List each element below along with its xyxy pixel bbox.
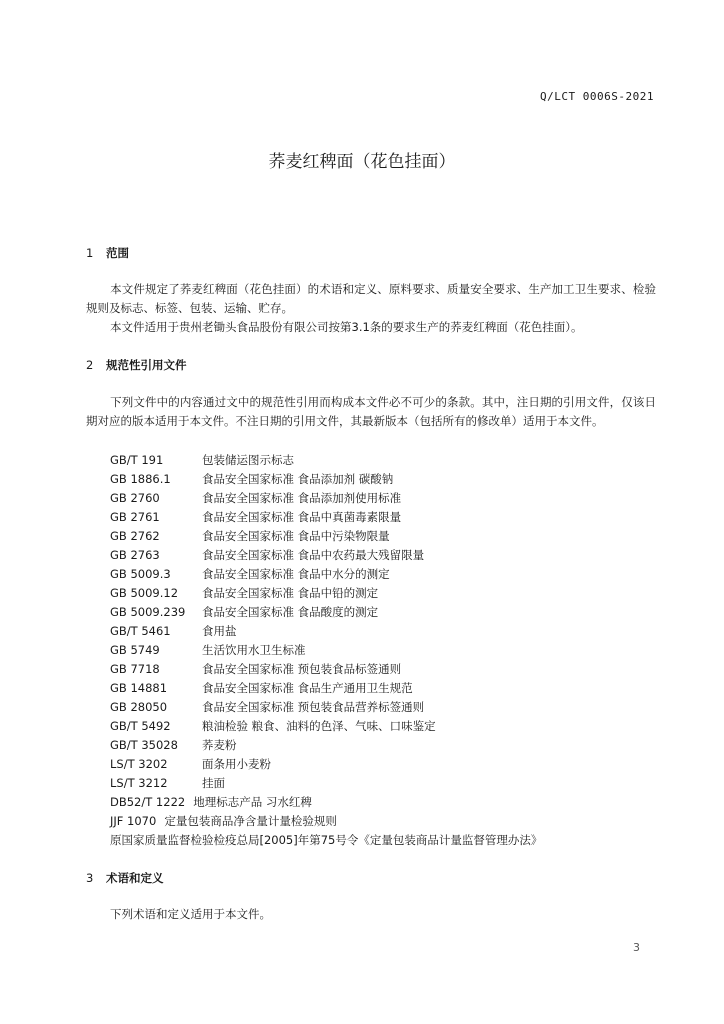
reference-code: GB 2760 bbox=[110, 491, 160, 505]
reference-code: LS/T 3212 bbox=[110, 776, 168, 790]
reference-code: LS/T 3202 bbox=[110, 757, 168, 771]
section-3-paragraph bbox=[86, 905, 656, 924]
reference-item bbox=[110, 527, 390, 546]
reference-item bbox=[110, 451, 294, 470]
paragraph-text: 本文件规定了荞麦红稗面（花色挂面）的术语和定义、原料要求、质量安全要求、生产加工卫生要求、检验规则及标志、标签、包装、运输、贮存。 bbox=[86, 282, 656, 315]
section-title: 范围 bbox=[106, 246, 129, 260]
reference-name: 地理标志产品 习水红稗 bbox=[193, 795, 312, 809]
reference-code: GB/T 5492 bbox=[110, 719, 171, 733]
reference-item bbox=[110, 470, 393, 489]
reference-code: GB 2763 bbox=[110, 548, 160, 562]
reference-name: 食品安全国家标准 食品中铅的测定 bbox=[202, 586, 379, 600]
reference-code: GB/T 5461 bbox=[110, 624, 171, 638]
reference-name: 食用盐 bbox=[202, 624, 237, 638]
reference-item bbox=[110, 774, 225, 793]
paragraph-text: 下列术语和定义适用于本文件。 bbox=[110, 907, 271, 921]
reference-name: 面条用小麦粉 bbox=[202, 757, 271, 771]
section-number: 1 bbox=[86, 246, 94, 260]
reference-name: 粮油检验 粮食、油料的色泽、气味、口味鉴定 bbox=[202, 719, 436, 733]
reference-name: 食品安全国家标准 预包装食品营养标签通则 bbox=[202, 700, 425, 714]
reference-code: GB 28050 bbox=[110, 700, 168, 714]
reference-item bbox=[110, 717, 436, 736]
reference-item bbox=[110, 641, 306, 660]
reference-name: 原国家质量监督检验检疫总局[2005]年第75号令《定量包装商品计量监督管理办法》 bbox=[110, 833, 543, 847]
reference-item bbox=[110, 679, 413, 698]
reference-item bbox=[110, 793, 312, 812]
reference-code: GB 14881 bbox=[110, 681, 168, 695]
reference-name: 食品安全国家标准 食品中真菌毒素限量 bbox=[202, 510, 402, 524]
reference-code: GB/T 35028 bbox=[110, 738, 178, 752]
reference-item bbox=[110, 812, 337, 831]
section-2-paragraph bbox=[86, 393, 656, 431]
reference-code: DB52/T 1222 bbox=[110, 795, 186, 809]
standard-code: Q/LCT 0006S-2021 bbox=[540, 90, 654, 103]
reference-code: GB 1886.1 bbox=[110, 472, 171, 486]
reference-name: 定量包装商品净含量计量检验规则 bbox=[164, 814, 337, 828]
page-number: 3 bbox=[633, 941, 640, 954]
reference-item bbox=[110, 489, 401, 508]
reference-name: 食品安全国家标准 预包装食品标签通则 bbox=[202, 662, 402, 676]
reference-item bbox=[110, 584, 378, 603]
section-number: 2 bbox=[86, 358, 94, 372]
section-3-heading bbox=[86, 870, 164, 886]
section-number: 3 bbox=[86, 871, 94, 885]
reference-code: GB 5009.3 bbox=[110, 567, 171, 581]
section-title: 术语和定义 bbox=[106, 871, 164, 885]
reference-item bbox=[110, 546, 424, 565]
reference-code: GB 7718 bbox=[110, 662, 160, 676]
reference-code: GB 5749 bbox=[110, 643, 160, 657]
reference-item bbox=[110, 508, 401, 527]
reference-name: 食品安全国家标准 食品添加剂使用标准 bbox=[202, 491, 402, 505]
reference-item bbox=[110, 755, 271, 774]
reference-item bbox=[110, 622, 237, 641]
reference-name: 食品安全国家标准 食品中污染物限量 bbox=[202, 529, 390, 543]
reference-item bbox=[110, 660, 401, 679]
paragraph-text: 下列文件中的内容通过文中的规范性引用而构成本文件必不可少的条款。其中，注日期的引用文件，仅该日期对应的版本适用于本文件。不注日期的引用文件，其最新版本（包括所有的修改单）适用于本文件。 bbox=[86, 395, 656, 428]
reference-item bbox=[110, 831, 542, 850]
reference-name: 包装储运图示标志 bbox=[202, 453, 294, 467]
reference-name: 生活饮用水卫生标准 bbox=[202, 643, 306, 657]
section-2-heading bbox=[86, 357, 187, 373]
reference-item bbox=[110, 565, 390, 584]
reference-name: 食品安全国家标准 食品中水分的测定 bbox=[202, 567, 390, 581]
reference-name: 食品安全国家标准 食品生产通用卫生规范 bbox=[202, 681, 413, 695]
reference-name: 挂面 bbox=[202, 776, 225, 790]
reference-item bbox=[110, 736, 237, 755]
reference-item bbox=[110, 603, 378, 622]
section-title: 规范性引用文件 bbox=[106, 358, 187, 372]
reference-code: GB 5009.12 bbox=[110, 586, 179, 600]
reference-code: GB 2761 bbox=[110, 510, 160, 524]
reference-name: 荞麦粉 bbox=[202, 738, 237, 752]
section-1-heading bbox=[86, 245, 129, 261]
reference-name: 食品安全国家标准 食品中农药最大残留限量 bbox=[202, 548, 425, 562]
paragraph-text: 本文件适用于贵州老锄头食品股份有限公司按第3.1条的要求生产的荞麦红稗面（花色挂面）。 bbox=[110, 320, 583, 334]
reference-code: JJF 1070 bbox=[110, 814, 157, 828]
reference-name: 食品安全国家标准 食品添加剂 碳酸钠 bbox=[202, 472, 394, 486]
section-1-paragraph bbox=[86, 318, 656, 337]
section-1-paragraph bbox=[86, 280, 656, 318]
reference-code: GB 2762 bbox=[110, 529, 160, 543]
reference-code: GB/T 191 bbox=[110, 453, 164, 467]
reference-code: GB 5009.239 bbox=[110, 605, 186, 619]
reference-name: 食品安全国家标准 食品酸度的测定 bbox=[202, 605, 379, 619]
document-title: 荞麦红稗面（花色挂面） bbox=[268, 152, 456, 172]
reference-item bbox=[110, 698, 424, 717]
